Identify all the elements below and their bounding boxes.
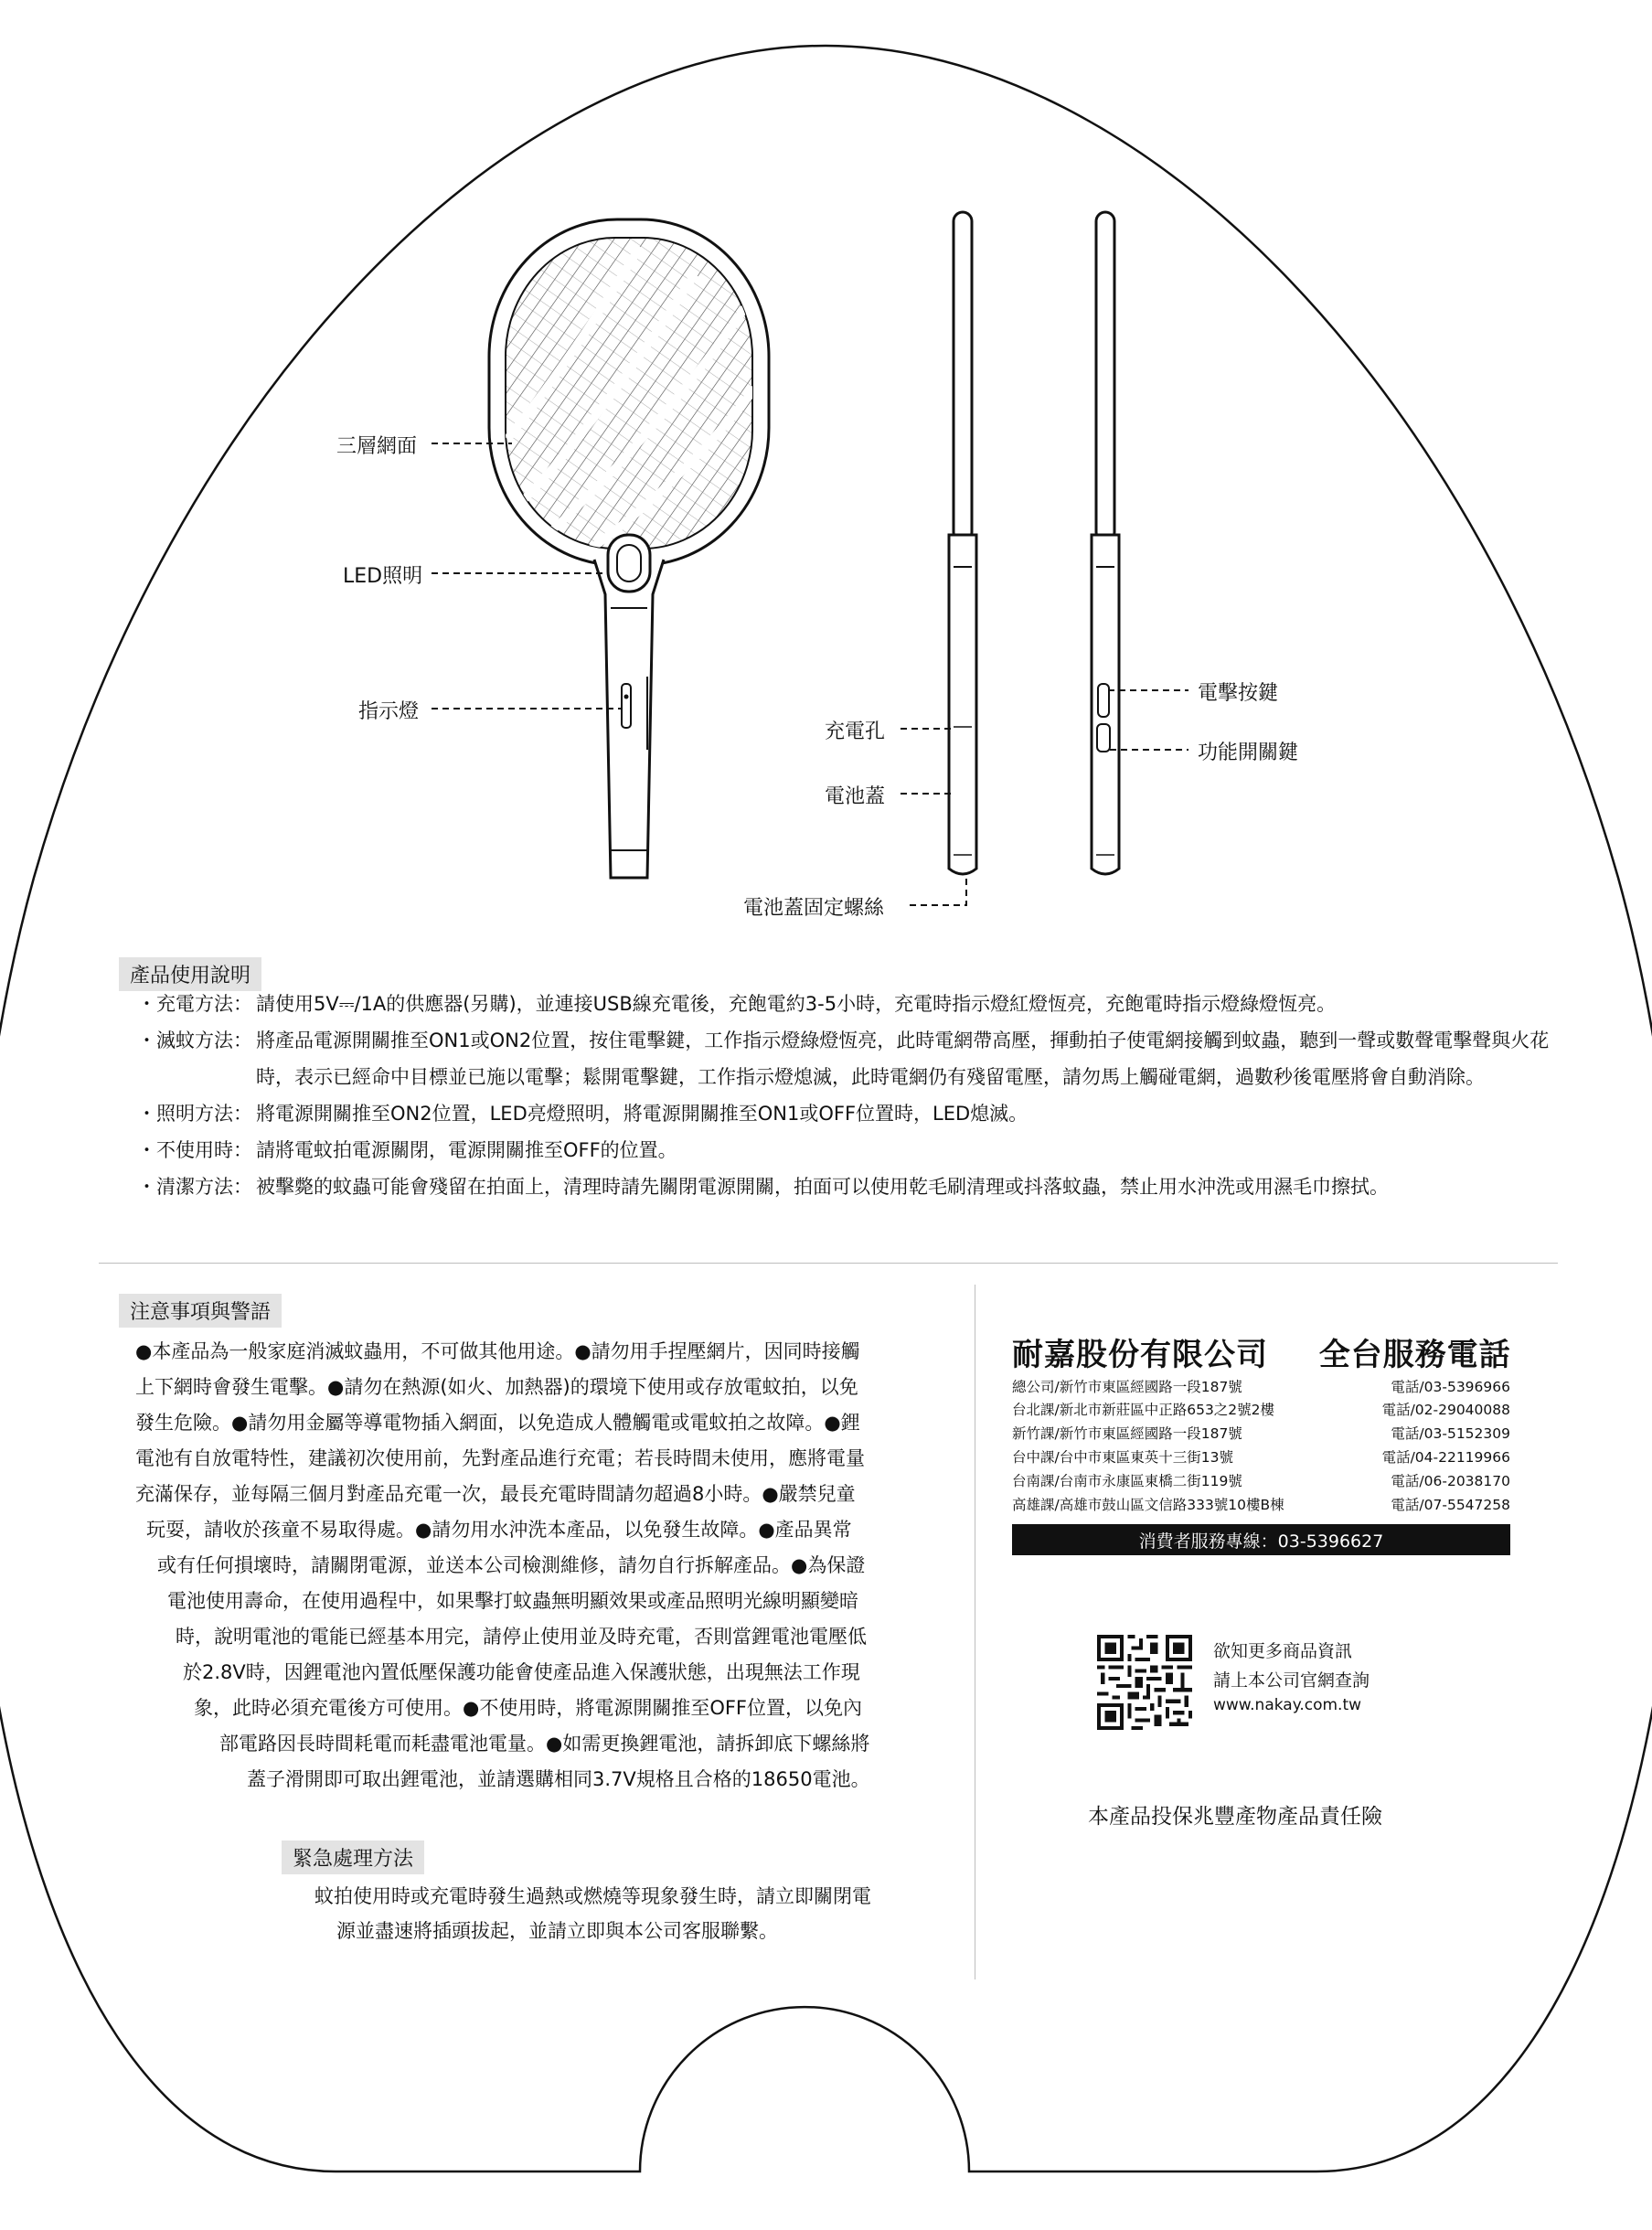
warning-line: ●本產品為一般家庭消滅蚊蟲用，不可做其他用途。●請勿用手捏壓網片，因同時接觸: [135, 1340, 860, 1362]
usage-list: [137, 986, 1563, 1205]
callout-power-switch: 功能開關鍵: [1198, 742, 1299, 764]
website-line-1: 欲知更多商品資訊: [1213, 1641, 1353, 1661]
branch-address: 台南課/台南市永康區東橋二街119號: [1012, 1473, 1242, 1489]
service-title: 全台服務電話: [1318, 1337, 1511, 1373]
branch-address: 台北課/新北市新莊區中正路653之2號2樓: [1012, 1402, 1275, 1418]
warning-line: 電池使用壽命，在使用過程中，如果擊打蚊蟲無明顯效果或產品照明光線明顯變暗: [167, 1590, 858, 1612]
usage-item-label: ・清潔方法：: [137, 1176, 252, 1198]
callout-led: LED照明: [343, 565, 423, 588]
branch-address: 高雄課/高雄市鼓山區文信路333號10樓B棟: [1012, 1497, 1284, 1513]
branch-phone: 電話/02-29040088: [1381, 1402, 1510, 1418]
usage-item-idle: [137, 1132, 1563, 1168]
branch-address: 總公司/新竹市東區經國路一段187號: [1012, 1379, 1242, 1395]
usage-item-text: 將電源開關推至ON2位置，LED亮燈照明，將電源開關推至ON1或OFF位置時，LED熄滅。: [256, 1103, 1029, 1125]
usage-item-lighting: [137, 1095, 1563, 1132]
warning-line: 玩耍，請收於孩童不易取得處。●請勿用水沖洗本產品，以免發生故障。●產品異常: [146, 1519, 852, 1541]
company-name: 耐嘉股份有限公司: [1012, 1337, 1268, 1373]
qr-code-icon: [1097, 1635, 1192, 1730]
warning-line: 充滿保存，並每隔三個月對產品充電一次，最長充電時間請勿超過8小時。●嚴禁兒童: [135, 1483, 856, 1505]
usage-item-text: 將產品電源開關推至ON1或ON2位置，按住電擊鍵，工作指示燈綠燈恆亮，此時電網帶高壓，揮動拍子使電網接觸到蚊蟲，聽到一聲或數聲電擊聲與火花時，表示已經命中目標並已施以電擊；鬆開電擊鍵，工作指示燈熄滅，此時電網仍有殘留電壓，請勿馬上觸碰電網，過數秒後電壓將會自動消除。: [256, 1030, 1550, 1088]
callout-zap-button: 電擊按鍵: [1198, 682, 1279, 705]
callout-cover-screw: 電池蓋固定螺絲: [743, 897, 885, 920]
branch-phone: 電話/03-5152309: [1391, 1425, 1510, 1442]
racket-front-illustration: [0, 0, 1652, 914]
consumer-hotline: 消費者服務專線：03-5396627: [1012, 1524, 1510, 1555]
usage-item-text: 請將電蚊拍電源關閉，電源開關推至OFF的位置。: [256, 1139, 677, 1161]
branch-row: [1012, 1423, 1510, 1443]
usage-item-label: ・充電方法：: [137, 993, 252, 1015]
horizontal-divider: [99, 1263, 1558, 1264]
branch-phone: 電話/04-22119966: [1381, 1449, 1510, 1466]
emergency-line: 蚊拍使用時或充電時發生過熱或燃燒等現象發生時，請立即關閉電: [314, 1885, 871, 1907]
branch-address: 新竹課/新竹市東區經國路一段187號: [1012, 1425, 1242, 1442]
usage-item-text: 被擊斃的蚊蟲可能會殘留在拍面上，清理時請先關閉電源開關，拍面可以使用乾毛刷清理或抖落蚊蟲，禁止用水沖洗或用濕毛巾擦拭。: [256, 1176, 1389, 1198]
branch-row: [1012, 1399, 1510, 1419]
branch-phone: 電話/03-5396966: [1391, 1379, 1510, 1395]
branch-phone: 電話/06-2038170: [1391, 1473, 1510, 1489]
website-url[interactable]: www.nakay.com.tw: [1213, 1696, 1362, 1714]
emergency-title: 緊急處理方法: [282, 1841, 424, 1874]
warning-line: 電池有自放電特性，建議初次使用前，先對產品進行充電；若長時間未使用，應將電量: [135, 1447, 865, 1469]
branch-row: [1012, 1494, 1510, 1514]
callout-battery-cover: 電池蓋: [825, 785, 886, 808]
warnings-title: 注意事項與警語: [119, 1294, 282, 1328]
branch-address: 台中課/台中市東區東英十三街13號: [1012, 1449, 1233, 1466]
usage-item-killing: [137, 1022, 1563, 1095]
usage-item-charging: [137, 986, 1563, 1022]
warning-line: 於2.8V時，因鋰電池內置低壓保護功能會使產品進入保護狀態，出現無法工作現: [183, 1661, 860, 1683]
warning-line: 上下網時會發生電擊。●請勿在熱源(如火、加熱器)的環境下使用或存放電蚊拍，以免: [135, 1376, 858, 1398]
usage-item-cleaning: [137, 1168, 1563, 1205]
warning-line: 或有任何損壞時，請關閉電源，並送本公司檢測維修，請勿自行拆解產品。●為保證: [157, 1554, 866, 1576]
usage-item-label: ・滅蚊方法：: [137, 1030, 252, 1051]
warning-line: 發生危險。●請勿用金屬等導電物插入網面，以免造成人體觸電或電蚊拍之故障。●鋰: [135, 1412, 860, 1434]
website-line-2: 請上本公司官網查詢: [1213, 1670, 1370, 1691]
usage-item-text: 請使用5V⎓/1A的供應器(另購)，並連接USB線充電後，充飽電約3-5小時，充電時指示燈紅燈恆亮，充飽電時指示燈綠燈恆亮。: [256, 993, 1337, 1015]
callout-indicator: 指示燈: [358, 700, 420, 723]
warning-line: 蓋子滑開即可取出鋰電池，並請選購相同3.7V規格且合格的18650電池。: [247, 1768, 870, 1790]
callout-mesh: 三層網面: [336, 435, 418, 458]
warning-line: 時，說明電池的電能已經基本用完，請停止使用並及時充電，否則當鋰電池電壓低: [176, 1626, 867, 1648]
callout-charge-port: 充電孔: [825, 720, 886, 743]
company-heading: [1012, 1329, 1511, 1374]
emergency-line: 源並盡速將插頭拔起，並請立即與本公司客服聯繫。: [336, 1920, 778, 1942]
branch-row: [1012, 1470, 1510, 1490]
branch-phone: 電話/07-5547258: [1391, 1497, 1510, 1513]
usage-item-label: ・不使用時：: [137, 1139, 252, 1161]
usage-item-label: ・照明方法：: [137, 1103, 252, 1125]
insurance-notice: 本產品投保兆豐產物產品責任險: [1088, 1805, 1382, 1829]
warning-line: 部電路因長時間耗電而耗盡電池電量。●如需更換鋰電池，請拆卸底下螺絲將: [219, 1733, 870, 1755]
branch-row: [1012, 1376, 1510, 1396]
usage-title: 產品使用說明: [119, 957, 261, 991]
branch-row: [1012, 1446, 1510, 1467]
warning-line: 象，此時必須充電後方可使用。●不使用時，將電源開關推至OFF位置，以免內: [194, 1697, 863, 1719]
